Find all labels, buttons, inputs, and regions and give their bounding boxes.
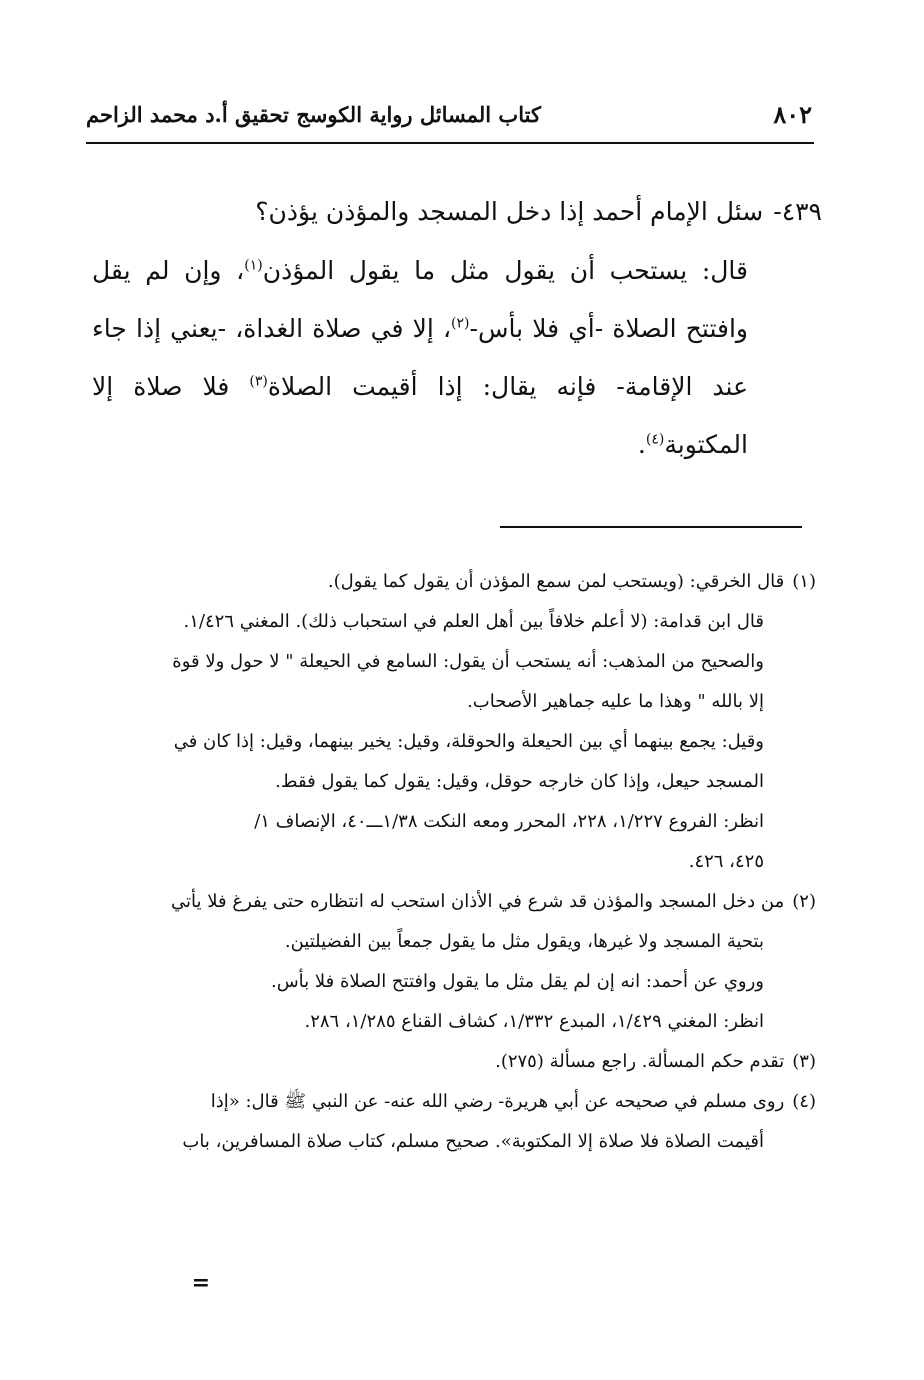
- footnote-line: وقيل: يجمع بينهما أي بين الحيعلة والحوقلة، وقيل: يخير بينهما، وقيل: إذا كان في: [173, 731, 764, 752]
- issue-question: [92, 186, 822, 238]
- footnote-line: أقيمت الصلاة فلا صلاة إلا المكتوبة». صحيح مسلم، كتاب صلاة المسافرين، باب: [182, 1131, 764, 1152]
- page-header: [86, 96, 812, 132]
- footnote-line: انظر: المغني ١/٤٢٩، المبدع ١/٣٣٢، كشاف القناع ١/٢٨٥، ٢٨٦.: [304, 1011, 764, 1032]
- answer-text: قال: يستحب أن يقول مثل ما يقول المؤذن: [262, 256, 748, 285]
- footnote-line: [92, 1042, 816, 1082]
- footnote-2: [92, 882, 816, 1042]
- footnote-marker: (٢): [792, 891, 816, 912]
- footnote-marker: (٣): [792, 1051, 816, 1072]
- running-title: كتاب المسائل رواية الكوسج تحقيق أ.د محمد الزاحم: [86, 101, 541, 127]
- header-rule: [86, 142, 814, 144]
- footnote-3: [92, 1042, 816, 1082]
- issue-number: ٤٣٩-: [773, 197, 822, 226]
- answer-text: ، وإن لم يقل وافتتح الصلاة -أي فلا بأس-: [92, 256, 748, 343]
- answer-text: ، إلا في صلاة الغداة، -يعني إذا جاء عند الإقامة- فإنه يقال: إذا أقيمت الصلاة: [92, 314, 748, 401]
- main-text: [92, 186, 822, 474]
- footnote-1: [92, 562, 816, 882]
- footnote-line: وروي عن أحمد: انه إن لم يقل مثل ما يقول وافتتح الصلاة فلا بأس.: [270, 971, 764, 992]
- question-text: سئل الإمام أحمد إذا دخل المسجد والمؤذن يؤذن؟: [255, 197, 764, 226]
- footnote-text: قال الخرقي: (ويستحب لمن سمع المؤذن أن يقول كما يقول).: [327, 571, 785, 592]
- footnote-ref: (٣): [249, 373, 268, 390]
- answer-text: فلا صلاة إلا المكتوبة: [92, 372, 748, 459]
- footnote-line: بتحية المسجد ولا غيرها، ويقول مثل ما يقول جمعاً بين الفضيلتين.: [284, 931, 764, 952]
- footnote-ref: (٢): [451, 315, 470, 332]
- footnote-ref: (٤): [645, 431, 665, 448]
- footnote-4: [92, 1082, 816, 1162]
- footnote-text: من دخل المسجد والمؤذن قد شرع في الأذان استحب له انتظاره حتى يفرغ فلا يأتي: [171, 891, 785, 912]
- footnote-marker: (١): [792, 571, 816, 592]
- answer-text: .: [637, 430, 646, 459]
- footnote-line: ٤٢٥، ٤٢٦.: [688, 851, 764, 872]
- footnote-line: [92, 562, 816, 602]
- footnote-divider: [500, 526, 802, 528]
- footnote-text: روى مسلم في صحيحه عن أبي هريرة- رضي الله عنه- عن النبي ﷺ قال: «إذا: [210, 1091, 785, 1112]
- footnote-line: قال ابن قدامة: (لا أعلم خلافاً بين أهل العلم في استحباب ذلك). المغني ١/٤٢٦.: [183, 611, 764, 632]
- footnote-ref: (١): [244, 257, 263, 274]
- footnote-line: [92, 1082, 816, 1122]
- footnotes: [92, 562, 816, 1162]
- answer-paragraph: [92, 242, 822, 474]
- footnote-marker: (٤): [792, 1091, 816, 1112]
- footnote-line: إلا بالله " وهذا ما عليه جماهير الأصحاب.: [467, 691, 764, 712]
- footnote-line: والصحيح من المذهب: أنه يستحب أن يقول: السامع في الحيعلة " لا حول ولا قوة: [172, 651, 764, 672]
- footnote-line: [92, 882, 816, 922]
- footnote-line: انظر: الفروع ١/٢٢٧، ٢٢٨، المحرر ومعه النكت ١/٣٨ـــ٤٠، الإنصاف ١/: [254, 811, 764, 832]
- footnote-text: تقدم حكم المسألة. راجع مسألة (٢٧٥).: [495, 1051, 785, 1072]
- continuation-mark: =: [191, 1270, 210, 1296]
- page-number: ٨٠٢: [773, 99, 812, 129]
- footnote-line: المسجد حيعل، وإذا كان خارجه حوقل، وقيل: يقول كما يقول فقط.: [275, 771, 764, 792]
